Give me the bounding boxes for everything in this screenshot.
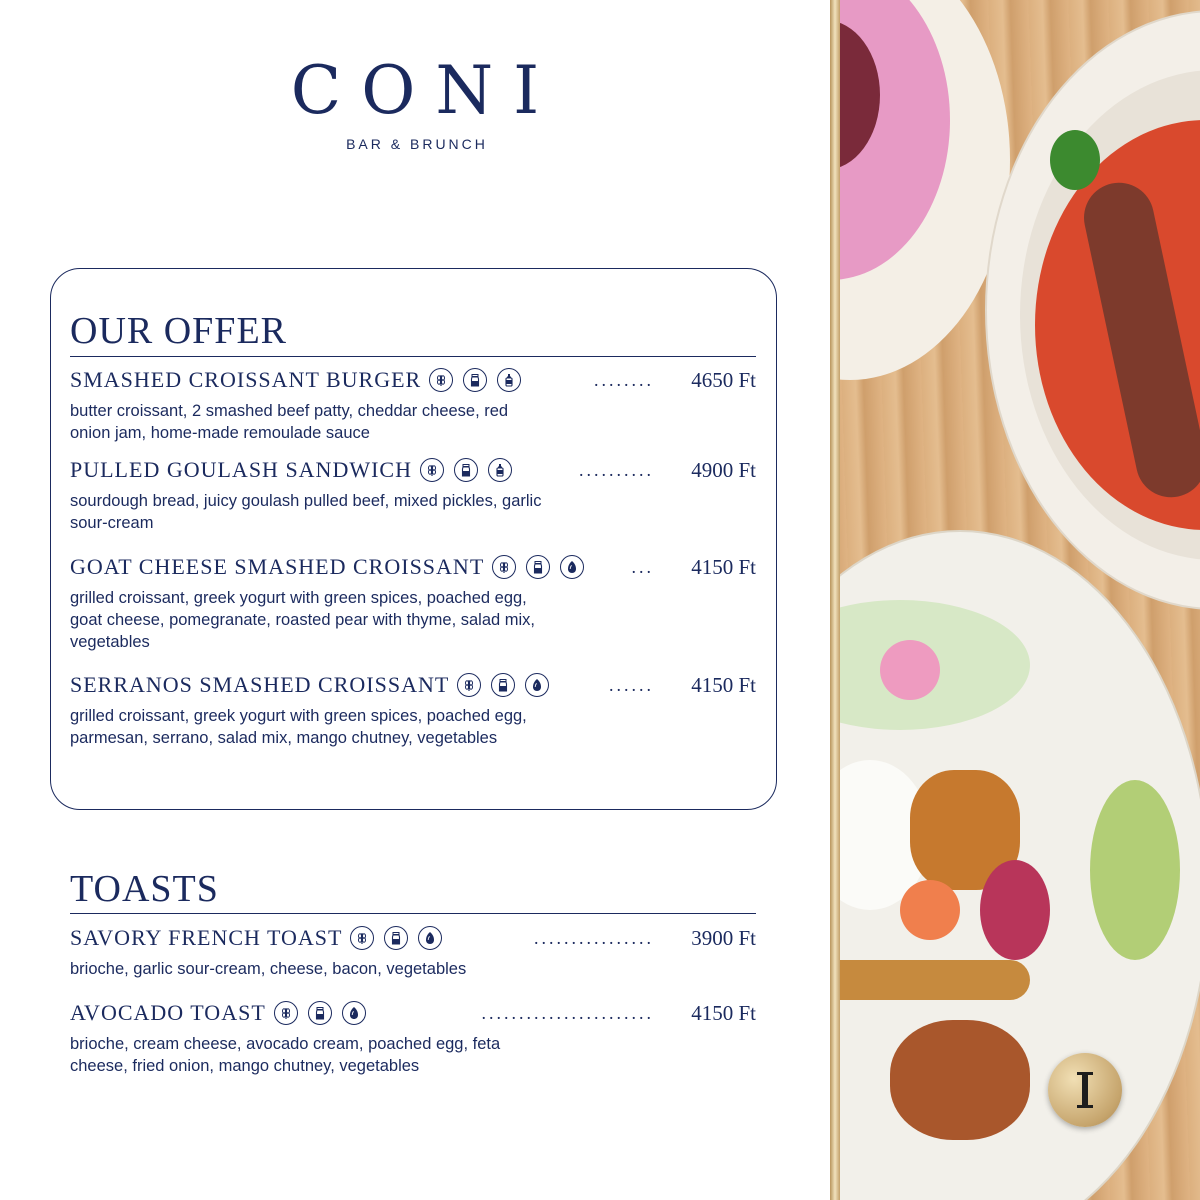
menu-item-name: AVOCADO TOAST: [70, 1000, 266, 1025]
section-title-toasts: TOASTS: [70, 868, 219, 910]
section-divider-offer: [70, 356, 756, 357]
allergen-icons: [420, 458, 522, 482]
menu-item-price: 3900 Ft: [691, 925, 756, 950]
egg-icon: [560, 555, 584, 579]
allergen-icons: [492, 555, 594, 579]
menu-item-line: [70, 671, 756, 699]
menu-item-price: 4150 Ft: [691, 1000, 756, 1025]
menu-item-description: sourdough bread, juicy goulash pulled beef, mixed pickles, garlic sour-cream: [70, 492, 542, 532]
wheat-icon: [492, 555, 516, 579]
menu-item-line: [70, 456, 756, 484]
milk-icon: [384, 926, 408, 950]
wheat-icon: [429, 368, 453, 392]
dot-leader: ........: [594, 369, 654, 390]
menu-item-description: grilled croissant, greek yogurt with green spices, poached egg, goat cheese, pomegranate, roasted pear with thyme, salad mix, vegetables: [70, 589, 536, 651]
egg-icon: [418, 926, 442, 950]
menu-item: [70, 456, 756, 534]
menu-item: [70, 999, 756, 1077]
egg-icon: [525, 673, 549, 697]
menu-item-line: [70, 999, 756, 1027]
dot-leader: ......: [609, 674, 654, 695]
dot-leader: ..........: [579, 459, 654, 480]
brand-tagline: BAR & BRUNCH: [346, 136, 488, 152]
menu-item-price: 4900 Ft: [691, 457, 756, 482]
menu-item-price: 4150 Ft: [691, 554, 756, 579]
menu-item: [70, 671, 756, 749]
milk-icon: [491, 673, 515, 697]
milk-icon: [463, 368, 487, 392]
dot-leader: .......................: [481, 1002, 654, 1023]
gold-divider: [830, 0, 840, 1200]
allergen-icons: [350, 926, 452, 950]
allergen-icons: [274, 1001, 376, 1025]
section-divider-toasts: [70, 913, 756, 914]
mustard-icon: [497, 368, 521, 392]
menu-item: [70, 366, 756, 444]
menu-item-line: [70, 366, 756, 394]
menu-item-name: PULLED GOULASH SANDWICH: [70, 457, 412, 482]
menu-item-line: [70, 553, 756, 581]
menu-item-name: GOAT CHEESE SMASHED CROISSANT: [70, 554, 485, 579]
dot-leader: ...: [631, 556, 654, 577]
allergen-icons: [429, 368, 531, 392]
menu-item-price: 4650 Ft: [691, 367, 756, 392]
wheat-icon: [457, 673, 481, 697]
menu-item-description: grilled croissant, greek yogurt with green spices, poached egg, parmesan, serrano, salad mix, mango chutney, vegetables: [70, 707, 527, 747]
dot-leader: ................: [534, 927, 654, 948]
egg-icon: [342, 1001, 366, 1025]
menu-item-description: brioche, cream cheese, avocado cream, poached egg, feta cheese, fried onion, mango chutney, vegetables: [70, 1035, 501, 1075]
brand-logo: [0, 52, 830, 152]
menu-item: [70, 924, 756, 980]
menu-item-name: SERRANOS SMASHED CROISSANT: [70, 672, 450, 697]
milk-icon: [454, 458, 478, 482]
milk-icon: [308, 1001, 332, 1025]
allergen-icons: [457, 673, 559, 697]
menu-item-name: SMASHED CROISSANT BURGER: [70, 367, 422, 392]
milk-icon: [526, 555, 550, 579]
page-badge: [1048, 1053, 1122, 1127]
mustard-icon: [488, 458, 512, 482]
wheat-icon: [350, 926, 374, 950]
menu-item-price: 4150 Ft: [691, 672, 756, 697]
menu-item-description: brioche, garlic sour-cream, cheese, bacon, vegetables: [70, 960, 467, 978]
food-photo: [830, 0, 1200, 1200]
menu-item-description: butter croissant, 2 smashed beef patty, cheddar cheese, red onion jam, home-made remoulade sauce: [70, 402, 509, 442]
section-title-offer: OUR OFFER: [70, 310, 287, 352]
menu-item: [70, 553, 756, 653]
menu-item-line: [70, 924, 756, 952]
wheat-icon: [420, 458, 444, 482]
menu-item-name: SAVORY FRENCH TOAST: [70, 925, 343, 950]
wheat-icon: [274, 1001, 298, 1025]
brand-name: CONI: [290, 52, 560, 129]
